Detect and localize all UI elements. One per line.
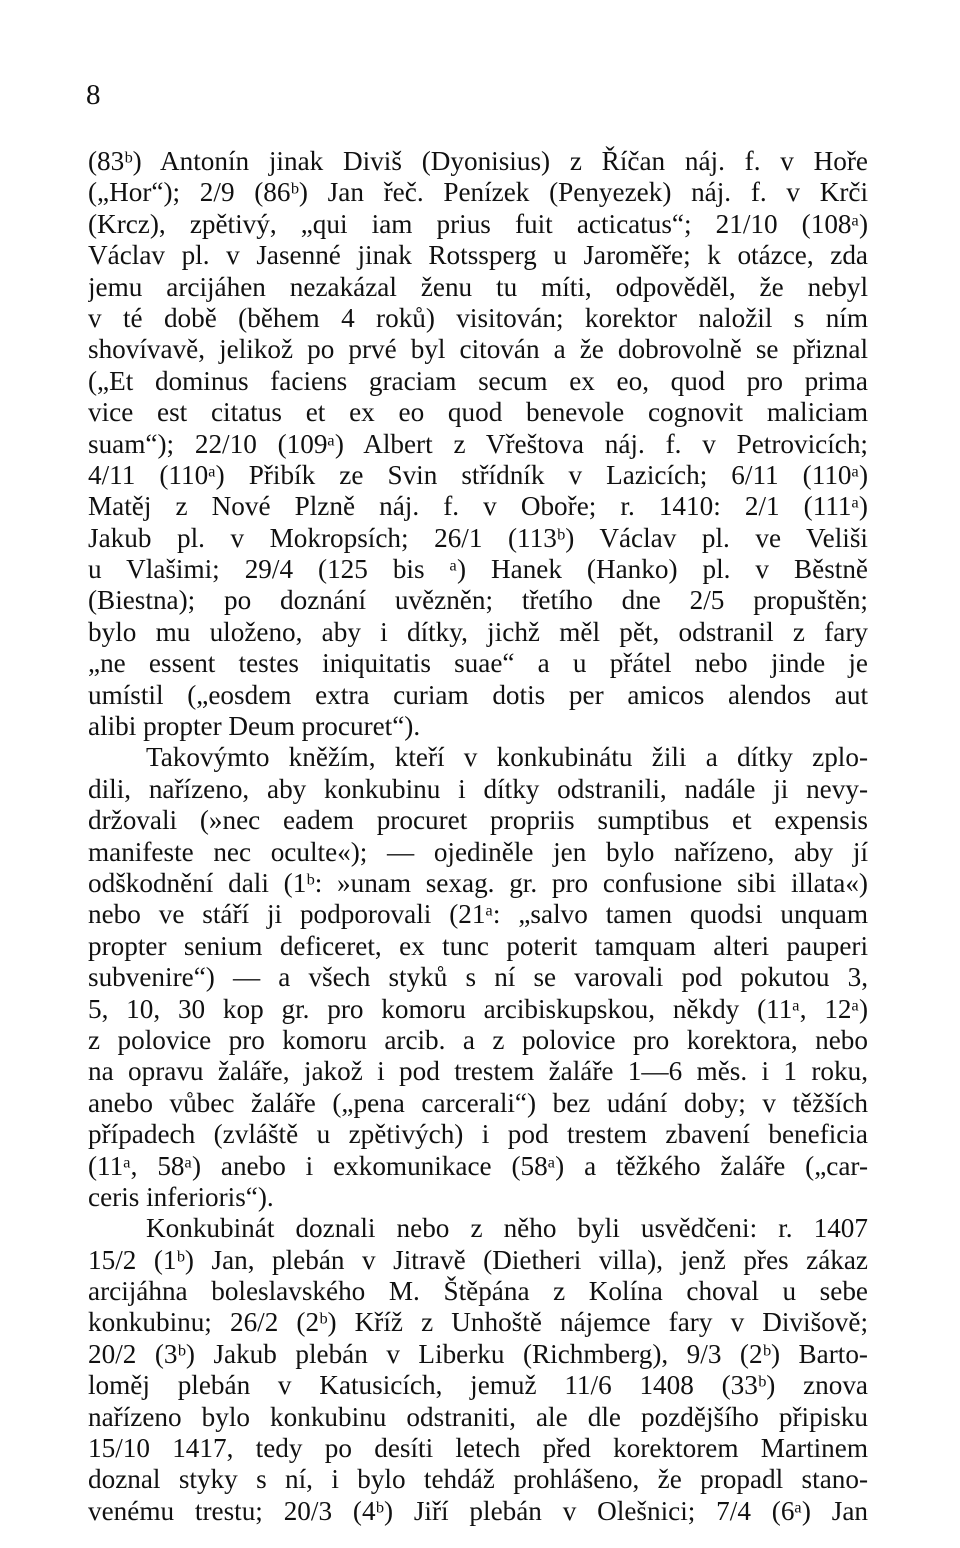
- text-line: bylo mu uloženo, aby i dítky, jichž měl pět, odstranil z fary: [88, 616, 868, 647]
- text-line: nařízeno bylo konkubinu odstraniti, ale dle pozdějšího připisku: [88, 1401, 868, 1432]
- text-line: jemu arcijáhen nezakázal ženu tu míti, odpověděl, že nebyl: [88, 271, 868, 302]
- text-line: Václav pl. v Jasenné jinak Rotssperg u Jaroměře; k otázce, zda: [88, 240, 868, 271]
- text-line: vice est citatus et ex eo quod benevole cognovit maliciam: [88, 397, 868, 428]
- text-line: venému trestu; 20/3 (4ᵇ) Jiří plebán v Olešnici; 7/4 (6ᵃ) Jan: [88, 1495, 868, 1526]
- text-line: Takovýmto kněžím, kteří v konkubinátu žili a dítky zplo-: [146, 742, 868, 773]
- text-line: 5, 10, 30 kop gr. pro komoru arcibiskupskou, někdy (11ᵃ, 12ᵃ): [88, 993, 868, 1024]
- text-line: z polovice pro komoru arcib. a z polovice pro korektora, nebo: [88, 1024, 868, 1055]
- text-line: Jakub pl. v Mokropsích; 26/1 (113ᵇ) Václav pl. ve Veliši: [88, 522, 868, 553]
- text-line: Konkubinát doznali nebo z něho byli usvědčeni: r. 1407: [146, 1213, 868, 1244]
- text-line: „ne essent testes iniquitatis suae“ a u přátel nebo jinde je: [88, 648, 868, 679]
- text-line: (Krcz), zpětivý, „qui iam prius fuit acticatus“; 21/10 (108ᵃ): [88, 208, 868, 239]
- text-line: shovívavě, jelikož po prvé byl citován a že dobrovolně se přiznal: [88, 334, 868, 365]
- text-line: odškodnění dali (1ᵇ: »unam sexag. gr. pro confusione sibi illata«): [88, 867, 868, 898]
- text-line: umístil („eosdem extra curiam dotis per amicos alendos aut: [88, 679, 868, 710]
- text-line: („Hor“); 2/9 (86ᵇ) Jan řeč. Penízek (Penyezek) náj. f. v Krči: [88, 177, 868, 208]
- text-line: dili, nařízeno, aby konkubinu i dítky odstranili, nadále ji nevy-: [88, 773, 868, 804]
- text-line: nebo ve stáří ji podporovali (21ᵃ: „salvo tamen quodsi unquam: [88, 899, 868, 930]
- text-line: loměj plebán v Katusicích, jemuž 11/6 1408 (33ᵇ) znova: [88, 1370, 868, 1401]
- text-line: Matěj z Nové Plzně náj. f. v Oboře; r. 1410: 2/1 (111ᵃ): [88, 491, 868, 522]
- page-number: 8: [86, 79, 101, 111]
- text-line: doznal styky s ní, i bylo tehdáž prohlášeno, že propadl stano-: [88, 1464, 868, 1495]
- text-line: na opravu žaláře, jakož i pod trestem žaláře 1—6 měs. i 1 roku,: [88, 1056, 868, 1087]
- text-line: v té době (během 4 roků) visitován; korektor naložil s ním: [88, 302, 868, 333]
- text-line: (11ᵃ, 58ᵃ) anebo i exkomunikace (58ᵃ) a těžkého žaláře („car-: [88, 1150, 868, 1181]
- text-line: 15/10 1417, tedy po desíti letech před korektorem Martinem: [88, 1433, 868, 1464]
- text-line: případech (zvláště u zpětivých) i pod trestem zbavení beneficia: [88, 1119, 868, 1150]
- text-line: ceris inferioris“).: [88, 1181, 274, 1212]
- text-line: u Vlašimi; 29/4 (125 bis ᵃ) Hanek (Hanko) pl. v Běstně: [88, 554, 868, 585]
- text-line: 4/11 (110ᵃ) Přibík ze Svin střídník v Lazicích; 6/11 (110ᵃ): [88, 459, 868, 490]
- text-line: arcijáhna boleslavského M. Štěpána z Kolína choval u sebe: [88, 1276, 868, 1307]
- body-text: [88, 146, 868, 1527]
- text-line: 20/2 (3ᵇ) Jakub plebán v Liberku (Richmberg), 9/3 (2ᵇ) Barto-: [88, 1338, 868, 1369]
- text-line: („Et dominus faciens graciam secum ex eo, quod pro prima: [88, 365, 868, 396]
- text-line: manifeste nec oculte«); — ojediněle jen bylo nařízeno, aby jí: [88, 836, 868, 867]
- text-line: (83ᵇ) Antonín jinak Diviš (Dyonisius) z Říčan náj. f. v Hoře: [88, 146, 868, 176]
- text-line: propter senium deficeret, ex tunc poterit tamquam alteri pauperi: [88, 930, 868, 961]
- text-line: (Biestna); po doznání uvězněn; třetího dne 2/5 propuštěn;: [88, 585, 868, 616]
- text-line: suam“); 22/10 (109ᵃ) Albert z Vřeštova náj. f. v Petrovicích;: [88, 428, 868, 459]
- text-line: anebo vůbec žaláře („pena carcerali“) bez udání doby; v těžších: [88, 1087, 868, 1118]
- text-line: alibi propter Deum procuret“).: [88, 711, 421, 742]
- text-line: 15/2 (1ᵇ) Jan, plebán v Jitravě (Dietheri villa), jenž přes zákaz: [88, 1244, 868, 1275]
- text-line: držovali (»nec eadem procuret propriis sumptibus et expensis: [88, 805, 868, 836]
- text-line: konkubinu; 26/2 (2ᵇ) Kříž z Unhoště nájemce fary v Divišově;: [88, 1307, 868, 1338]
- text-line: subvenire“) — a všech styků s ní se varovali pod pokutou 3,: [88, 962, 868, 993]
